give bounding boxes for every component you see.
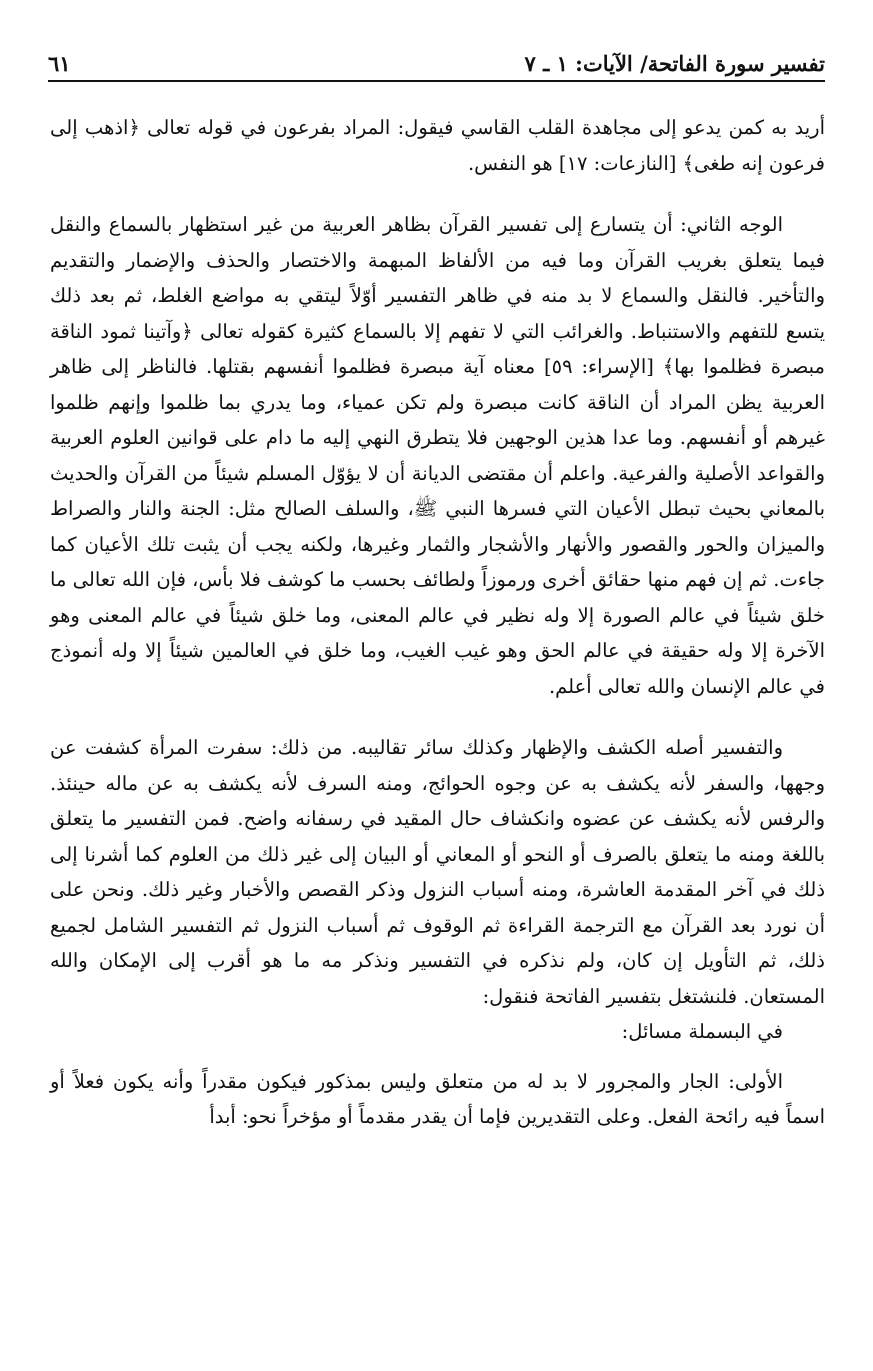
header-title: تفسير سورة الفاتحة/ الآيات: ١ ـ ٧ [524, 51, 825, 76]
paragraph-tafsir-definition: والتفسير أصله الكشف والإظهار وكذلك سائر تقاليبه. من ذلك: سفرت المرأة كشفت عن وجهها، والسفر لأنه يكشف به عن وجوه الحوائج، ومنه السرف لأنه يكشف به عن ماله حينئذ. والرفس لأنه يكشف عن عضوه وانكشاف حال المقيد في رسفانه واضح. فمن التفسير ما يتعلق باللغة ومنه ما يتعلق بالصرف أو النحو أو المعاني أو البيان إلى غير ذلك من العلوم كما أشرنا إلى ذلك في آخر المقدمة العاشرة، ومنه أسباب النزول وذكر القصص والأخبار وغير ذلك. ونحن على أن نورد بعد القرآن مع الترجمة القراءة ثم الوقوف ثم أسباب النزول ثم التفسير الشامل لجميع ذلك، ثم التأويل إن كان، ولم نذكره في التفسير ونذكر مه ما هو أقرب إلى الإمكان والله المستعان. فلنشتغل بتفسير الفاتحة فنقول: [50, 736, 825, 1008]
paragraph-second-aspect: الوجه الثاني: أن يتسارع إلى تفسير القرآن بظاهر العربية من غير استظهار بالسماع والنقل فيما يتعلق بغريب القرآن وما فيه من الألفاظ المبهمة والاختصار والحذف والإضمار والتقديم والتأخير. فالنقل والسماع لا بد منه في ظاهر التفسير أوّلاً ليتقي به مواضع الغلط، ثم بعد ذلك يتسع للتفهم والاستنباط. والغرائب التي لا تفهم إلا بالسماع كثيرة كقوله تعالى ﴿وآتينا ثمود الناقة مبصرة فظلموا بها﴾ [الإسراء: ٥٩] معناه آية مبصرة فظلموا أنفسهم بقتلها. فالناظر إلى ظاهر العربية يظن المراد أن الناقة كانت مبصرة ولم تكن عمياء، وما يدري بما ظلموا وإنهم ظلموا غيرهم أو أنفسهم. وما عدا هذين الوجهين فلا يتطرق النهي إليه ما دام على قوانين العلوم العربية والقواعد الأصلية والفرعية. واعلم أن مقتضى الديانة أن لا يؤوّل المسلم شيئاً من القرآن والحديث بالمعاني بحيث تبطل الأعيان التي فسرها النبي ﷺ، والسلف الصالح مثل: الجنة والنار والصراط والميزان والحور والقصور والأنهار والأشجار والثمار وغيرها، ولكنه يجب أن يثبت تلك الأعيان كما جاءت. ثم إن فهم منها حقائق أخرى ورموزاً ولطائف بحسب ما كوشف فلا بأس، فإن الله تعالى ما خلق شيئاً في عالم الصورة إلا وله نظير في عالم المعنى، وما خلق شيئاً في عالم المعنى وهو الآخرة إلا وله حقيقة في عالم الحق وهو غيب الغيب، وما خلق في العالمين شيئاً إلا وله أنموذج في عالم الإنسان والله تعالى أعلم. [50, 213, 825, 698]
running-header [48, 44, 825, 82]
paragraph-basmala-issues: في البسملة مسائل: [621, 1020, 783, 1043]
page-number: ٦١ [48, 51, 71, 76]
page-body [50, 110, 825, 1135]
paragraph-first-issue: الأولى: الجار والمجرور لا بد له من متعلق وليس بمذكور فيكون مقدراً وأنه يكون فعلاً أو اسماً فيه رائحة الفعل. وعلى التقديرين فإما أن يقدر مقدماً أو مؤخراً نحو: أبدأ [50, 1069, 825, 1128]
paragraph-continuation: أريد به كمن يدعو إلى مجاهدة القلب القاسي فيقول: المراد بفرعون في قوله تعالى ﴿اذهب إلى فرعون إنه طغى﴾ [النازعات: ١٧] هو النفس. [50, 116, 825, 175]
